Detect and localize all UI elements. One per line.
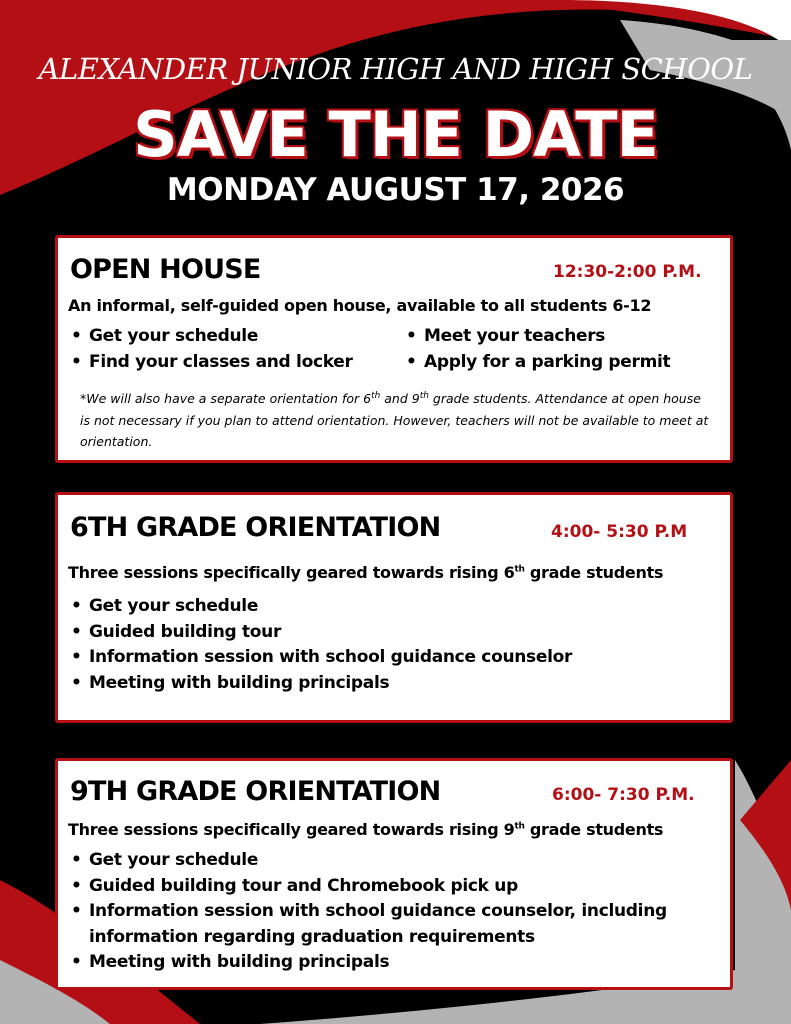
ninth-grade-description: Three sessions specifically geared towards rising 9th grade students	[68, 820, 664, 839]
ninth-grade-title: 9TH GRADE ORIENTATION	[70, 776, 441, 807]
list-item: • Find your classes and locker	[58, 350, 353, 376]
page-title: SAVE THE DATE	[133, 98, 658, 171]
sixth-grade-card	[55, 492, 733, 723]
sixth-grade-title: 6TH GRADE ORIENTATION	[70, 512, 441, 543]
list-item: • Guided building tour and Chromebook pick up	[58, 874, 698, 900]
sixth-grade-time: 4:00- 5:30 P.M	[551, 522, 688, 542]
list-item: • Apply for a parking permit	[393, 350, 670, 376]
ninth-grade-list	[58, 848, 698, 976]
list-item: • Meeting with building principals	[58, 671, 572, 697]
sixth-grade-list	[58, 594, 572, 696]
list-item: • Get your schedule	[58, 594, 572, 620]
list-item: • Information session with school guidance counselor, including information regarding graduation requirements	[58, 899, 698, 950]
list-item: • Meeting with building principals	[58, 950, 698, 976]
open-house-card	[55, 235, 733, 463]
event-date: MONDAY AUGUST 17, 2026	[166, 172, 625, 208]
ninth-grade-card	[55, 758, 733, 990]
open-house-time: 12:30-2:00 P.M.	[553, 262, 702, 282]
open-house-description: An informal, self-guided open house, available to all students 6-12	[68, 296, 652, 315]
list-item: • Get your schedule	[58, 324, 353, 350]
sixth-grade-description: Three sessions specifically geared towards rising 6th grade students	[68, 563, 664, 582]
open-house-list-right	[393, 324, 670, 375]
list-item: • Get your schedule	[58, 848, 698, 874]
list-item: • Meet your teachers	[393, 324, 670, 350]
school-name: ALEXANDER JUNIOR HIGH AND HIGH SCHOOL	[38, 52, 753, 86]
list-item: • Guided building tour	[58, 620, 572, 646]
open-house-note: *We will also have a separate orientation for 6th and 9th grade students. Attendance at open house is not necessary if you plan to attend orientation. However, teachers will not be available to meet at orientation.	[80, 391, 709, 450]
open-house-list-left	[58, 324, 353, 375]
ninth-grade-time: 6:00- 7:30 P.M.	[552, 785, 695, 805]
list-item: • Information session with school guidance counselor	[58, 645, 572, 671]
open-house-title: OPEN HOUSE	[70, 254, 261, 285]
